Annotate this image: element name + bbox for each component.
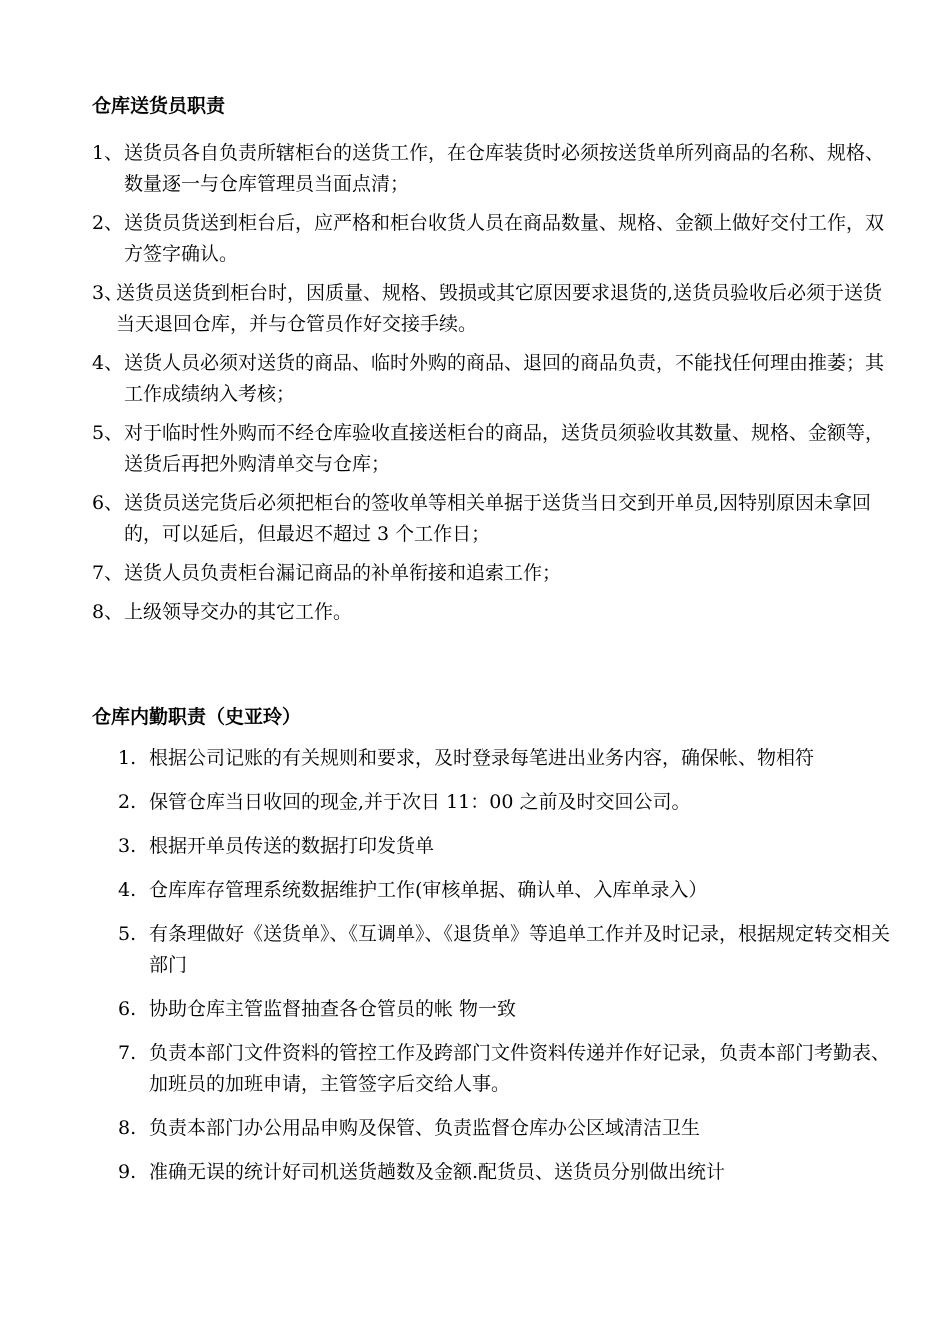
section-title-delivery-duties: 仓库送货员职责 [92,95,226,117]
list-item: 1. 根据公司记账的有关规则和要求，及时登录每笔进出业务内容，确保帐、物相符 [118,747,815,769]
list-item: 9. 准确无误的统计好司机送货趟数及金额.配货员、送货员分别做出统计 [118,1161,726,1183]
list-item: 5. 有条理做好《送货单》、《互调单》、《退货单》等追单工作并及时记录，根据规定转交相关部门 [118,923,891,976]
list-item: 5、 对于临时性外购而不经仓库验收直接送柜台的商品，送货员须验收其数量、规格、金额等，送货后再把外购清单交与仓库； [92,422,885,475]
list-item: 7. 负责本部门文件资料的管控工作及跨部门文件资料传递并作好记录，负责本部门考勤表、加班员的加班申请，主管签字后交给人事。 [118,1042,891,1095]
list-item: 2、 送货员货送到柜台后，应严格和柜台收货人员在商品数量、规格、金额上做好交付工作，双方签字确认。 [92,212,885,265]
list-item: 3. 根据开单员传送的数据打印发货单 [118,835,435,857]
list-item: 1、 送货员各自负责所辖柜台的送货工作，在仓库装货时必须按送货单所列商品的名称、规格、数量逐一与仓库管理员当面点清； [92,142,885,195]
section-title-office-duties: 仓库内勤职责（史亚玲） [92,706,302,728]
list-item: 8. 负责本部门办公用品申购及保管、负责监督仓库办公区域清洁卫生 [118,1117,701,1139]
list-item: 4. 仓库库存管理系统数据维护工作(审核单据、确认单、入库单录入） [118,879,708,901]
office-duties-list [118,743,908,1201]
list-item: 3、 送货员送货到柜台时，因质量、规格、毁损或其它原因要求退货的,送货员验收后必须于送货当天退回仓库，并与仓管员作好交接手续。 [92,282,883,335]
delivery-duties-list [92,138,892,636]
list-item: 6. 协助仓库主管监督抽查各仓管员的帐 物一致 [118,998,517,1020]
list-item: 7、 送货人员负责柜台漏记商品的补单衔接和追索工作； [92,562,562,584]
list-item: 6、 送货员送完货后必须把柜台的签收单等相关单据于送货当日交到开单员,因特别原因未拿回的，可以延后，但最迟不超过 3 个工作日； [92,492,872,545]
list-item: 4、 送货人员必须对送货的商品、临时外购的商品、退回的商品负责，不能找任何理由推萎；其工作成绩纳入考核； [92,352,885,405]
list-item: 2. 保管仓库当日收回的现金,并于次日 11：00 之前及时交回公司。 [118,791,691,813]
list-item: 8、 上级领导交办的其它工作。 [92,601,353,623]
